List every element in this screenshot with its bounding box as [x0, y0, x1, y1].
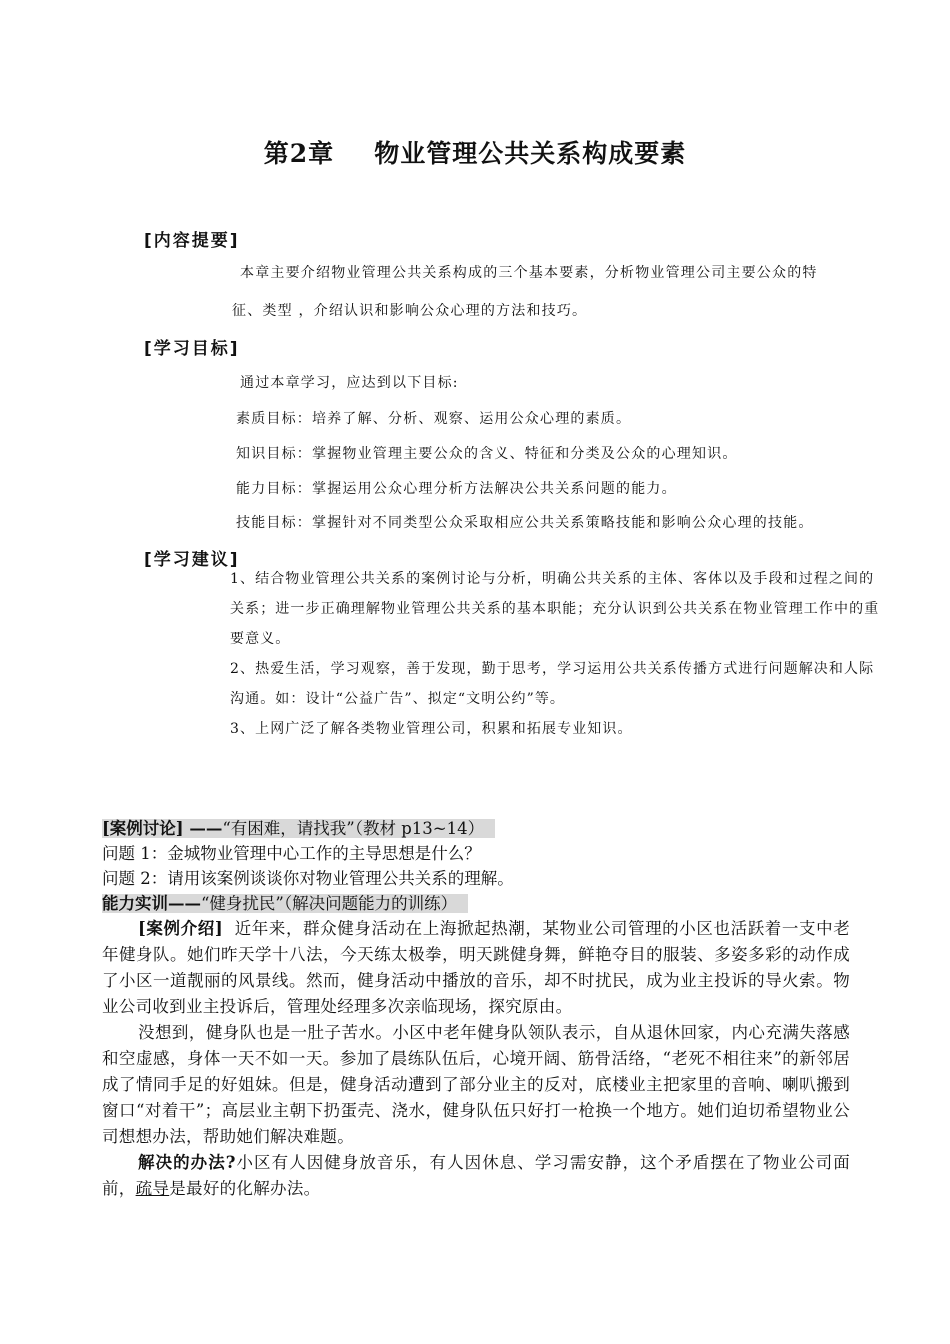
objective-item: 能力目标：掌握运用公众心理分析方法解决公共关系问题的能力。: [236, 481, 677, 497]
suggestion-item: 3、上网广泛了解各类物业管理公司，积累和拓展专业知识。: [230, 721, 633, 737]
objective-item: 技能目标：掌握针对不同类型公众采取相应公共关系策略技能和影响公众心理的技能。: [236, 515, 814, 531]
training-title: “健身扰民”（解决问题能力的训练）: [201, 894, 458, 913]
solution-end: 是最好的化解办法。: [169, 1179, 321, 1198]
training-label: 能力实训——: [102, 894, 201, 913]
training-paragraph-2: 没想到，健身队也是一肚子苦水。小区中老年健身队领队表示，自从退休回家，内心充满失落感和空虚感，身体一天不如一天。参加了晨练队伍后，心境开阔、筋骨活络，“老死不相往来”的新邻居成了情同手足的好姐妹。但是，健身活动遭到了部分业主的反对，底楼业主把家里的音响、喇叭搬到窗口“对着干”；高层业主朝下扔蛋壳、浇水，健身队伍只好打一枪换一个地方。她们迫切希望物业公司想想办法，帮助她们解决难题。: [102, 1023, 850, 1146]
training-solution: [102, 1150, 850, 1202]
case-section: [102, 816, 850, 1202]
case-question-1: 问题 1：金城物业管理中心工作的主导思想是什么？: [102, 844, 481, 863]
training-heading: [102, 891, 850, 916]
solution-text: 小区有人因健身放音乐，有人因休息、学习需安静，这个矛盾摆在了物业公司面前，: [102, 1153, 851, 1198]
solution-label: 解决的办法?: [138, 1153, 236, 1172]
objective-item: 知识目标：掌握物业管理主要公众的含义、特征和分类及公众的心理知识。: [236, 446, 738, 462]
chapter-name: 物业管理公共关系构成要素: [374, 139, 687, 168]
case-question-2: 问题 2：请用该案例谈谈你对物业管理公共关系的理解。: [102, 869, 514, 888]
chapter-title: [0, 134, 950, 170]
objectives-heading: [学习目标]: [144, 339, 240, 359]
objectives-intro: 通过本章学习，应达到以下目标:: [240, 375, 459, 391]
summary-line-2: 征、类型 ，介绍认识和影响公众心理的方法和技巧。: [232, 303, 588, 319]
case-title: “有困难，请找我”（教材 p13~14）: [222, 819, 485, 838]
summary-line-1: 本章主要介绍物业管理公共关系构成的三个基本要素，分析物业管理公司主要公众的特: [240, 265, 818, 281]
case-intro-text: 近年来，群众健身活动在上海掀起热潮，某物业公司管理的小区也活跃着一支中老年健身队。她们昨天学十八法，今天练太极拳，明天跳健身舞，鲜艳夺目的服装、多姿多彩的动作成了小区一道靓丽的风景线。然而，健身活动中播放的音乐，却不时扰民，成为业主投诉的导火索。物业公司收到业主投诉后，管理处经理多次亲临现场，探究原由。: [102, 919, 851, 1016]
case-heading: [102, 816, 850, 841]
case-heading-highlight: [102, 819, 495, 838]
case-label: [案例讨论] ——: [102, 819, 223, 838]
chapter-number: 第2章: [263, 139, 335, 168]
suggestions-list: [230, 564, 880, 744]
case-intro-label: [案例介绍]: [138, 919, 223, 938]
solution-keyword: 疏导: [135, 1179, 170, 1198]
objective-item: 素质目标：培养了解、分析、观察、运用公众心理的素质。: [236, 411, 632, 427]
summary-heading: [内容提要]: [144, 231, 240, 251]
training-paragraph-1: [102, 916, 850, 1020]
training-heading-highlight: [102, 894, 468, 913]
suggestion-item: 1、结合物业管理公共关系的案例讨论与分析，明确公共关系的主体、客体以及手段和过程之间的关系；进一步正确理解物业管理公共关系的基本职能；充分认识到公共关系在物业管理工作中的重要意义。: [230, 571, 880, 647]
suggestions-heading: [学习建议]: [144, 550, 240, 570]
suggestion-item: 2、热爱生活，学习观察，善于发现，勤于思考，学习运用公共关系传播方式进行问题解决和人际沟通。如：设计“公益广告”、拟定“文明公约”等。: [230, 661, 875, 707]
